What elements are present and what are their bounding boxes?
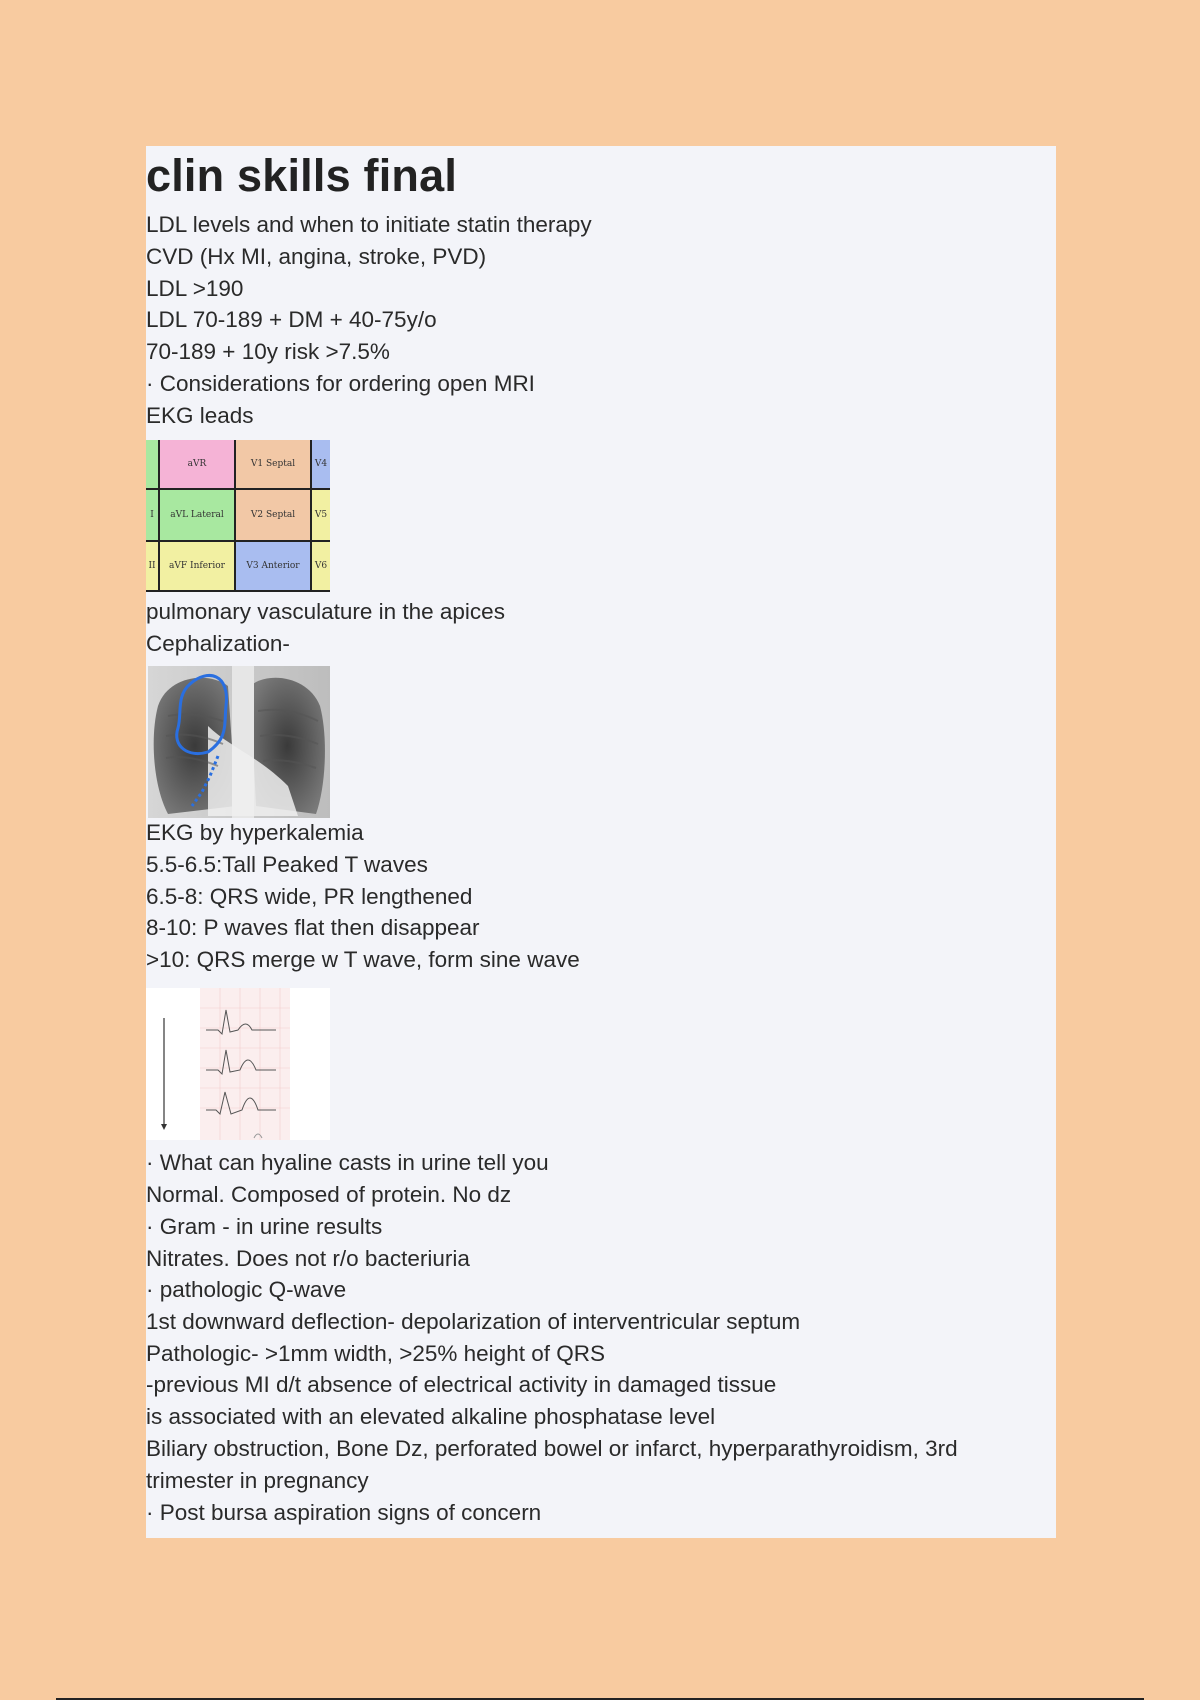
lead-label: V3 Anterior <box>236 542 310 590</box>
note-line: trimester in pregnancy <box>146 1468 369 1493</box>
note-page <box>146 146 1056 1538</box>
page-title: clin skills final <box>146 150 458 201</box>
note-line: Pathologic- >1mm width, >25% height of QRS <box>146 1341 605 1366</box>
note-line: Cephalization- <box>146 631 290 656</box>
hyperkalemia-ekg-image <box>146 988 330 1140</box>
note-line: pulmonary vasculature in the apices <box>146 599 505 624</box>
lead-label: V2 Septal <box>236 490 310 540</box>
note-line: 8-10: P waves flat then disappear <box>146 915 480 940</box>
note-line: · Considerations for ordering open MRI <box>146 371 535 396</box>
note-line: · pathologic Q-wave <box>146 1277 347 1302</box>
lead-label: aVF Inferior <box>160 542 234 590</box>
note-line: Biliary obstruction, Bone Dz, perforated bowel or infarct, hyperparathyroidism, 3rd <box>146 1436 958 1461</box>
note-line: EKG by hyperkalemia <box>146 820 364 845</box>
lead-label: V4 <box>312 440 330 488</box>
note-line: LDL 70-189 + DM + 40-75y/o <box>146 307 437 332</box>
note-line: 5.5-6.5:Tall Peaked T waves <box>146 852 428 877</box>
lead-label: V6 <box>312 542 330 590</box>
lead-label: I <box>146 490 158 540</box>
chest-xray-image <box>148 666 330 818</box>
note-line: 6.5-8: QRS wide, PR lengthened <box>146 884 473 909</box>
note-line: 1st downward deflection- depolarization of interventricular septum <box>146 1309 801 1334</box>
lead-label: V1 Septal <box>236 440 310 488</box>
lead-label: V5 <box>312 490 330 540</box>
note-line: Normal. Composed of protein. No dz <box>146 1182 512 1207</box>
note-line: 70-189 + 10y risk >7.5% <box>146 339 390 364</box>
note-line: -previous MI d/t absence of electrical activity in damaged tissue <box>146 1372 777 1397</box>
note-line: EKG leads <box>146 403 254 428</box>
note-line: LDL >190 <box>146 276 244 301</box>
note-line: · Gram - in urine results <box>146 1214 383 1239</box>
note-line: · Post bursa aspiration signs of concern <box>146 1500 542 1525</box>
note-line: · What can hyaline casts in urine tell you <box>146 1150 549 1175</box>
note-line: LDL levels and when to initiate statin therapy <box>146 212 592 237</box>
lead-label: aVL Lateral <box>160 490 234 540</box>
lead-label: II <box>146 542 158 590</box>
note-line: is associated with an elevated alkaline phosphatase level <box>146 1404 716 1429</box>
ekg-leads-image <box>146 440 330 592</box>
lead-label: aVR <box>160 440 234 488</box>
note-line: Nitrates. Does not r/o bacteriuria <box>146 1246 470 1271</box>
note-line: >10: QRS merge w T wave, form sine wave <box>146 947 580 972</box>
note-line: CVD (Hx MI, angina, stroke, PVD) <box>146 244 487 269</box>
